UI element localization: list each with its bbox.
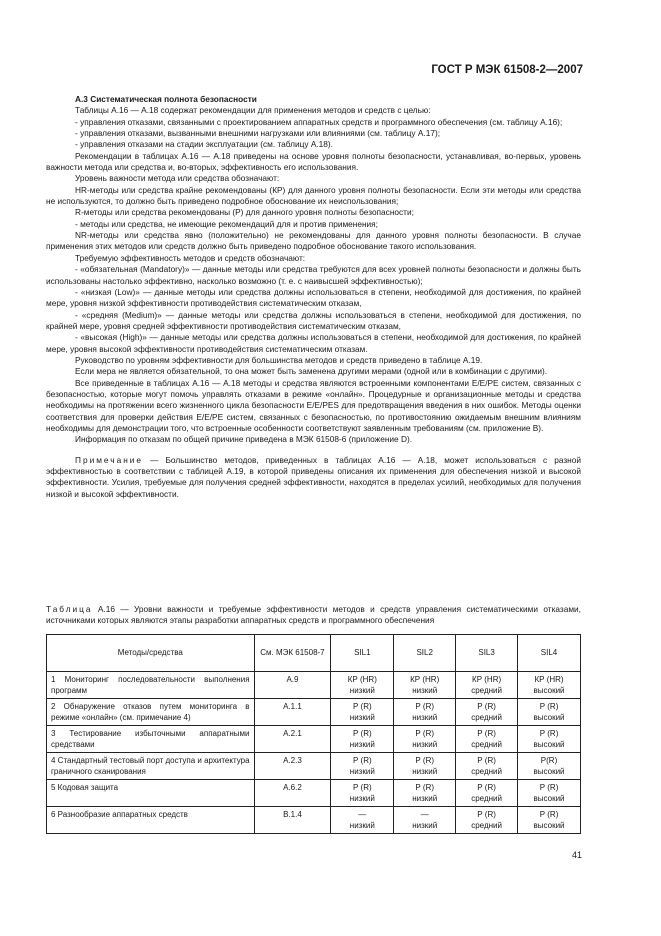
table-body: [47, 672, 581, 834]
paragraph: Информация по отказам по общей причине приведена в МЭК 61508-6 (приложение D).: [75, 434, 413, 445]
sil3-cell: [456, 780, 518, 807]
effectiveness-level: высокий: [533, 793, 565, 803]
table-caption-label: Таблица: [46, 604, 93, 614]
paragraph: Все приведенные в таблицах А.16 — А.18 методы и средства являются встроенными компонентами E/E/PE систем, связанных с безопасностью, которые могут помочь управлять отказами в режиме «онлайн». Процедурные и организационные методы и средства необходимы на протяжении всего жизненного цикла безопасности E/E/PES для предотвращения введения в них ошибок. Методы оценки соответствия для проверки действия E/E/PE систем, связанных с безопасностью, по противостоянию ожидаемым внешним влияниям необходимы для демонстрации того, что встроенные особенности соответствуют заявленным требованиям (см. приложение В).: [46, 377, 581, 433]
effectiveness-level: высокий: [533, 766, 565, 776]
paragraph: NR-методы или средства явно (положительно) не рекомендованы для данного уровня полноты безопасности. В случае применения этих методов или средств должно быть приведено подробное обоснование такого использования.: [46, 230, 581, 252]
header-sil2: SIL2: [394, 635, 456, 672]
importance-level: Р (R): [415, 729, 435, 738]
importance-level: Р (R): [352, 756, 372, 765]
sil3-cell: [456, 753, 518, 780]
importance-level: —: [420, 810, 429, 819]
importance-level: —: [358, 810, 367, 819]
sil4-cell: [518, 753, 581, 780]
section-a3: [46, 94, 581, 500]
table-caption: [46, 604, 581, 627]
table-row: [47, 672, 581, 699]
paragraph: HR-методы или средства крайне рекомендованы (КР) для данного уровня полноты безопасности. Если эти методы или средства не используются, то должно быть приведено подробное обоснование их неиспользования;: [46, 184, 581, 207]
sil1-cell: [331, 753, 394, 780]
paragraph: Рекомендации в таблицах А.16 — А.18 приведены на основе уровня полноты безопасности, устанавливая, во-первых, уровень важности метода или средства и, во-вторых, эффективность его использования.: [46, 150, 581, 173]
sil1-cell: [331, 726, 394, 753]
effectiveness-level: низкий: [349, 793, 375, 803]
effectiveness-level: высокий: [533, 685, 565, 695]
sil2-cell: [394, 753, 456, 780]
importance-level: Р (R): [477, 783, 496, 792]
sil4-cell: [518, 726, 581, 753]
effectiveness-level: высокий: [533, 820, 565, 830]
importance-level: Р (R): [477, 756, 496, 765]
effectiveness-level: средний: [471, 739, 502, 749]
paragraph: Таблицы А.16 — А.18 содержат рекомендации для применения методов и средств с целью:: [75, 105, 431, 116]
sil1-cell: [331, 807, 394, 834]
importance-level: Р (R): [539, 729, 559, 738]
importance-level: Р (R): [352, 702, 372, 711]
sil3-cell: [456, 726, 518, 753]
effectiveness-level: низкий: [349, 766, 375, 776]
effectiveness-level: средний: [471, 712, 502, 722]
effectiveness-level: низкий: [412, 739, 438, 749]
sil4-cell: [518, 780, 581, 807]
table-a16: [46, 634, 581, 834]
method-cell: 1 Мониторинг последовательности выполнения программ: [47, 672, 255, 699]
note: [46, 455, 581, 500]
ref-cell: В.1.4: [254, 807, 331, 834]
sil2-cell: [394, 807, 456, 834]
effectiveness-level: низкий: [412, 766, 438, 776]
paragraph: Руководство по уровням эффективности для большинства методов и средств приведено в таблице А.19.: [75, 354, 483, 365]
sil4-cell: [518, 672, 581, 699]
sil4-cell: [518, 699, 581, 726]
table-row: [47, 753, 581, 780]
header-sil3: SIL3: [456, 635, 518, 672]
sil2-cell: [394, 672, 456, 699]
importance-level: Р (R): [477, 810, 496, 819]
sil2-cell: [394, 726, 456, 753]
paragraph: R-методы или средства рекомендованы (Р) для данного уровня полноты безопасности;: [75, 207, 414, 218]
importance-level: Р (R): [477, 729, 496, 738]
paragraph: - «низкая (Low)» — данные методы или средства должны использоваться в степени, необходимой для достижения, по крайней мере, уровня низкой эффективности противодействия систематическим отказам,: [46, 286, 581, 309]
effectiveness-level: средний: [471, 820, 502, 830]
paragraph: - управления отказами, вызванными внешними нагрузками или влияниями (см. таблицу А.17);: [75, 128, 441, 139]
paragraph: Если мера не является обязательной, то она может быть заменена другими мерами (одной или в комбинации с другими).: [75, 366, 548, 377]
effectiveness-level: высокий: [533, 712, 565, 722]
page-number: 41: [571, 850, 582, 860]
sil2-cell: [394, 780, 456, 807]
importance-level: КР (HR): [347, 675, 377, 684]
effectiveness-level: средний: [471, 766, 502, 776]
effectiveness-level: средний: [471, 793, 502, 803]
method-cell: 5 Кодовая защита: [47, 780, 255, 807]
sil1-cell: [331, 699, 394, 726]
method-cell: 6 Разнообразие аппаратных средств: [47, 807, 255, 834]
header-sil1: SIL1: [331, 635, 394, 672]
importance-level: КР (HR): [534, 675, 564, 684]
header-ref: См. МЭК 61508-7: [254, 635, 331, 672]
paragraph: - «средняя (Medium)» — данные методы или средства должны использоваться в степени, необходимой для достижения, по крайней мере, уровня средней эффективности противодействия систематическим отказам,: [46, 309, 581, 331]
importance-level: Р (R): [352, 729, 372, 738]
importance-level: Р (R): [352, 783, 372, 792]
ref-cell: А.1.1: [254, 699, 331, 726]
importance-level: КР (HR): [472, 675, 502, 684]
effectiveness-level: низкий: [349, 739, 375, 749]
table-caption-text: А.16 — Уровни важности и требуемые эффективности методов и средств управления систематическими отказами, источниками которых являются этапы разработки аппаратных средств и программного обеспечения: [46, 604, 581, 626]
paragraph: - методы или средства, не имеющие рекомендаций для и против применения;: [75, 218, 378, 229]
ref-cell: А.2.3: [254, 753, 331, 780]
header-sil4: SIL4: [518, 635, 581, 672]
importance-level: КР (HR): [410, 675, 440, 684]
ref-cell: А.9: [254, 672, 331, 699]
header-method: Методы/средства: [47, 635, 255, 672]
paragraph: - управления отказами, связанными с проектированием аппаратных средств и программного обеспечения (см. таблицу А.16);: [75, 116, 563, 127]
table-row: [47, 780, 581, 807]
effectiveness-level: низкий: [349, 712, 375, 722]
sil4-cell: [518, 807, 581, 834]
paragraph: - управления отказами на стадии эксплуатации (см. таблицу А.18).: [75, 139, 333, 150]
effectiveness-level: высокий: [533, 739, 565, 749]
importance-level: Р(R): [540, 756, 558, 765]
effectiveness-level: низкий: [349, 685, 375, 695]
importance-level: Р (R): [415, 756, 435, 765]
note-label: Примечание: [75, 454, 144, 465]
sil3-cell: [456, 672, 518, 699]
method-cell: 4 Стандартный тестовый порт доступа и архитектура граничного сканирования: [47, 753, 255, 780]
paragraph: Уровень важности метода или средства обозначают:: [75, 173, 280, 184]
effectiveness-level: низкий: [412, 820, 438, 830]
document-header: ГОСТ Р МЭК 61508-2—2007: [431, 64, 583, 76]
importance-level: Р (R): [539, 810, 559, 819]
table-row: [47, 807, 581, 834]
table-row: [47, 726, 581, 753]
effectiveness-level: низкий: [412, 712, 438, 722]
section-title: А.3 Систематическая полнота безопасности: [75, 94, 257, 104]
section-paragraphs: [46, 105, 581, 445]
sil1-cell: [331, 672, 394, 699]
sil3-cell: [456, 699, 518, 726]
note-text: — Большинство методов, приведенных в таблицах А.16 — А.18, может использоваться с разной эффективностью в соответствии с таблицей А.19, в которой приведены описания их применения для обеспечения низкой и высокой эффективности. Усилия, требуемые для получения средней эффективности, находятся в пределах усилий, необходимых для получения низкой и высокой эффективности.: [46, 454, 581, 499]
ref-cell: А.2.1: [254, 726, 331, 753]
importance-level: Р (R): [539, 783, 559, 792]
effectiveness-level: низкий: [412, 685, 438, 695]
sil3-cell: [456, 807, 518, 834]
importance-level: Р (R): [477, 702, 496, 711]
sil2-cell: [394, 699, 456, 726]
table-row: [47, 699, 581, 726]
effectiveness-level: низкий: [412, 793, 438, 803]
paragraph: - «обязательная (Mandatory)» — данные методы или средства требуются для всех уровней полноты безопасности и должны быть использованы настолько эффективно, насколько возможно (т. е. с наивысшей эффективностью);: [46, 264, 581, 286]
method-cell: 2 Обнаружение отказов путем мониторинга в режиме «онлайн» (см. примечание 4): [47, 699, 255, 726]
ref-cell: А.6.2: [254, 780, 331, 807]
importance-level: Р (R): [539, 702, 559, 711]
method-cell: 3 Тестирование избыточными аппаратными средствами: [47, 726, 255, 753]
table-header-row: [47, 635, 581, 672]
effectiveness-level: средний: [471, 685, 502, 695]
paragraph: Требуемую эффективность методов и средств обозначают:: [75, 252, 306, 263]
importance-level: Р (R): [415, 702, 435, 711]
paragraph: - «высокая (High)» — данные методы или средства должны использоваться в степени, необходимой для достижения, по крайней мере, уровня высокой эффективности противодействия систематическим отказам.: [46, 332, 581, 354]
importance-level: Р (R): [415, 783, 435, 792]
effectiveness-level: низкий: [349, 820, 375, 830]
sil1-cell: [331, 780, 394, 807]
